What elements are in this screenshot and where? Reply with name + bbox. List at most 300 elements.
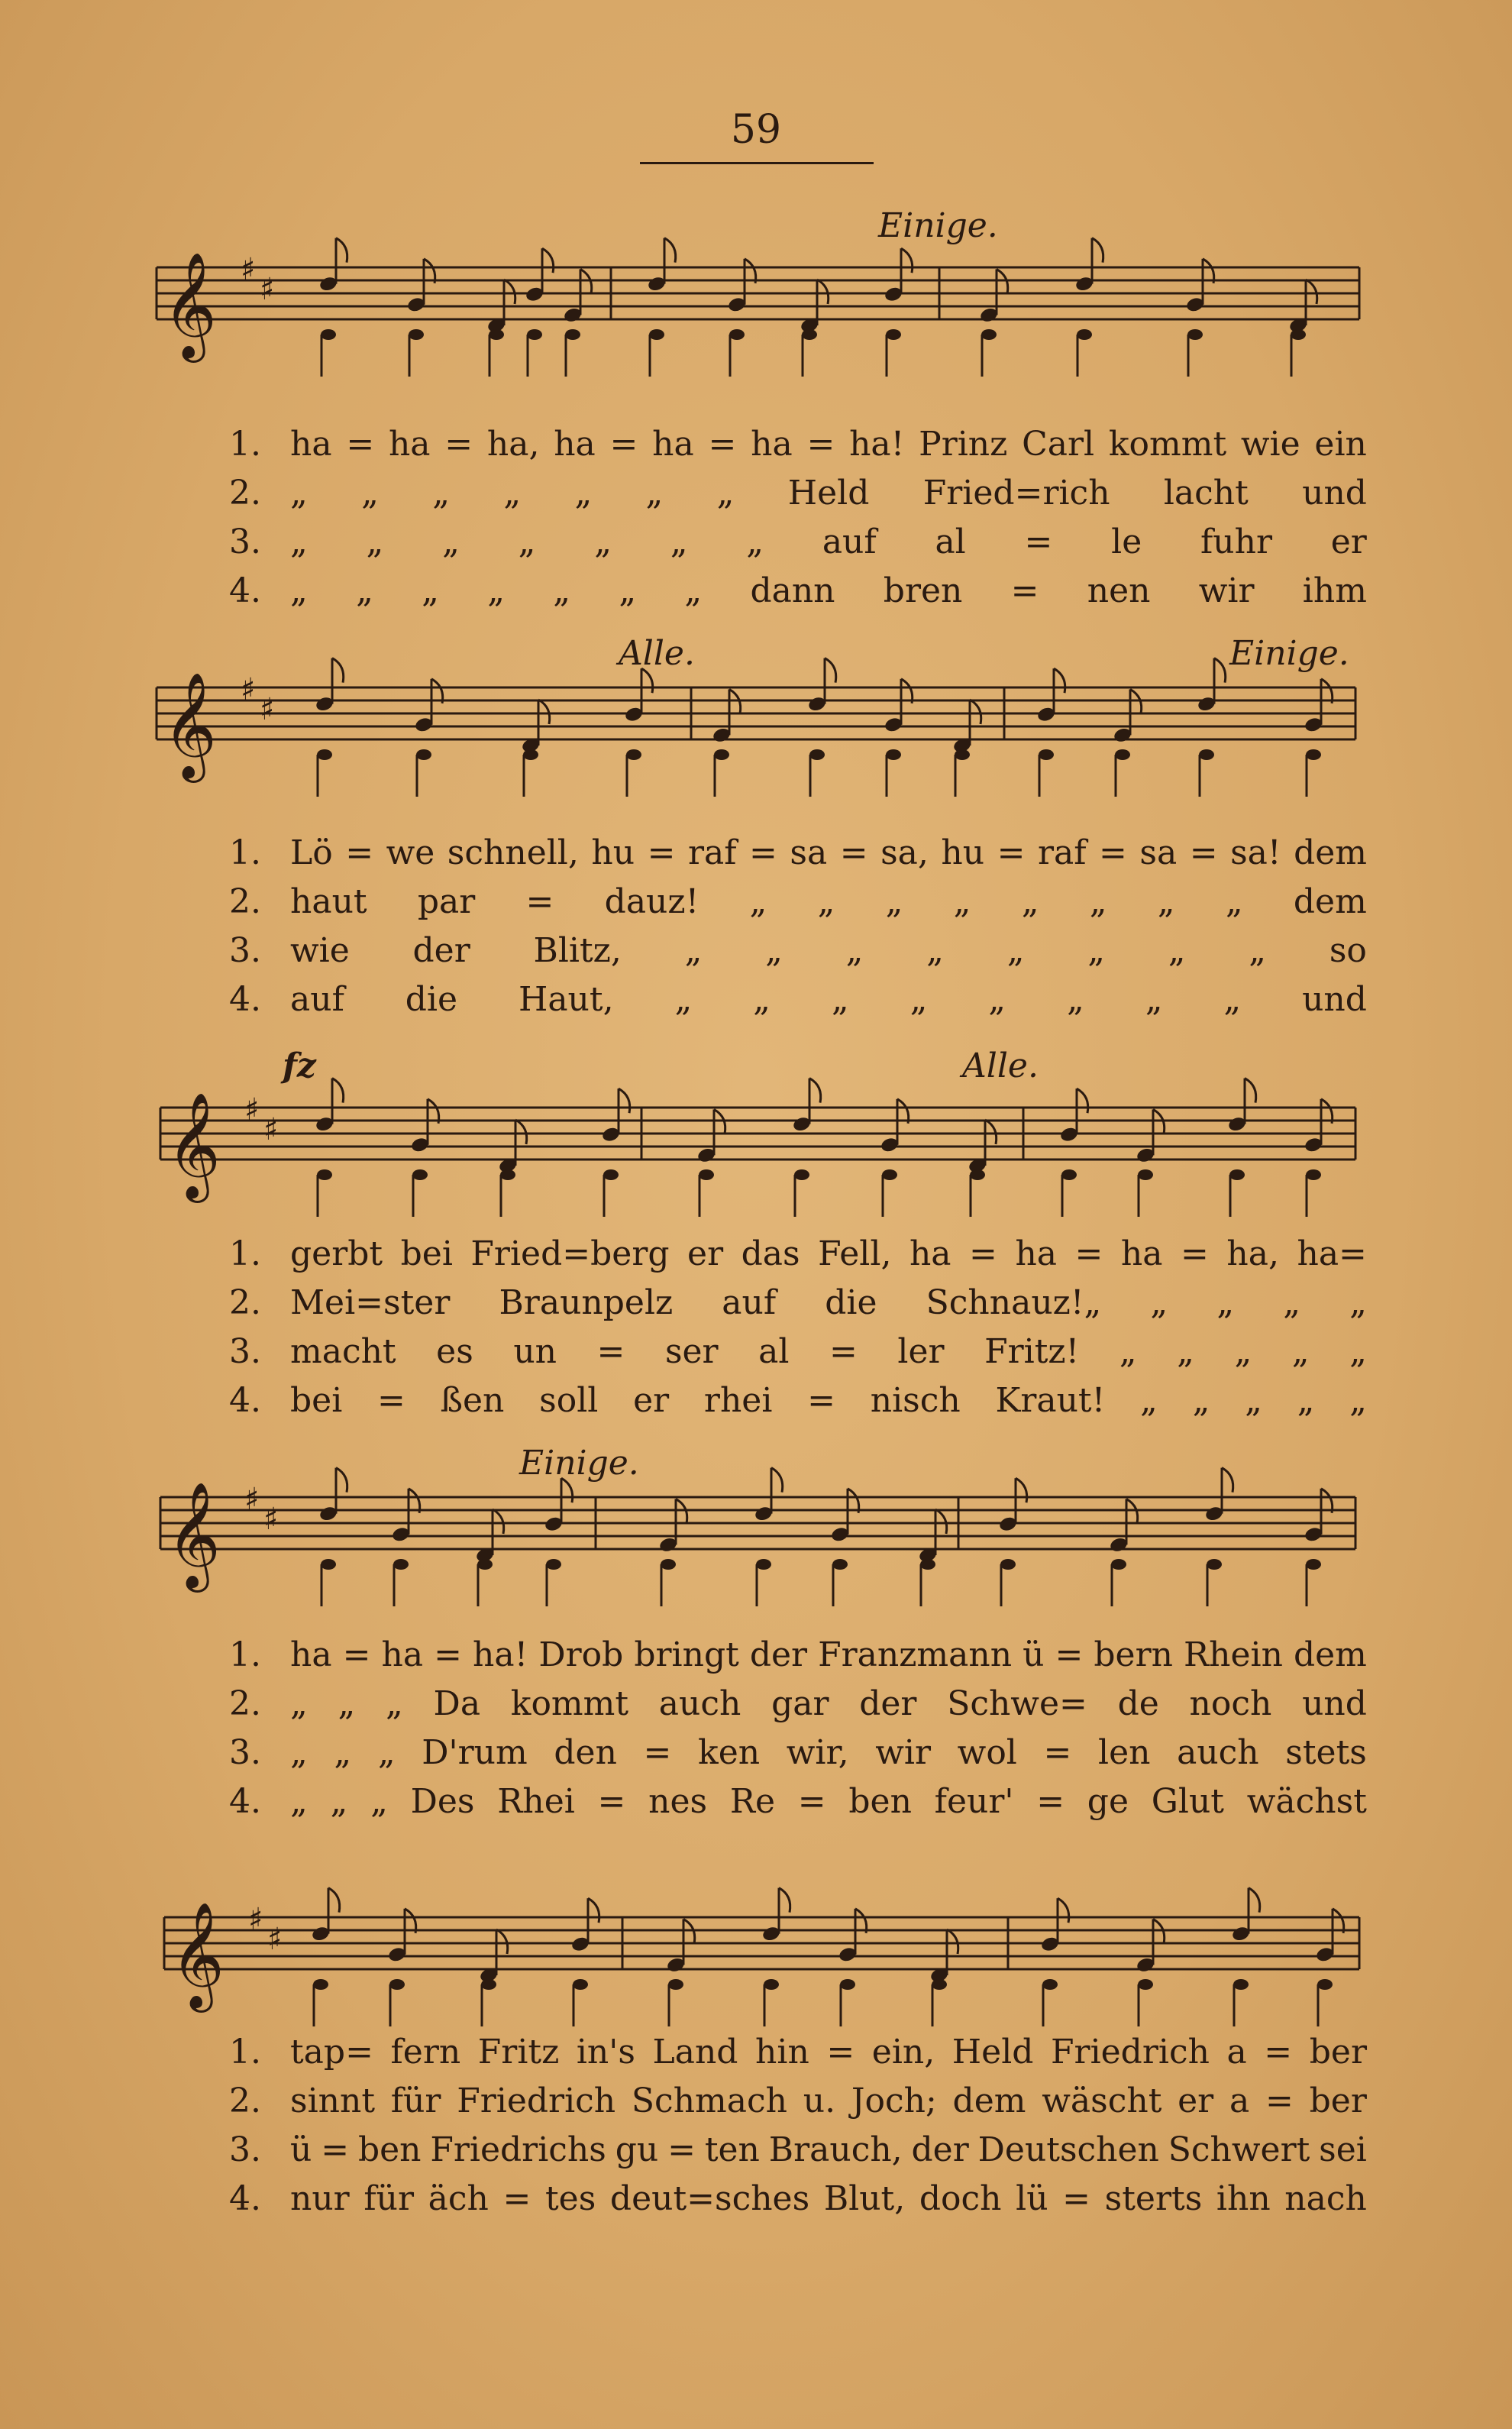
verse-text — [290, 878, 1367, 927]
lyric-word: = — [1010, 571, 1039, 610]
lyric-word: ser — [664, 1332, 719, 1371]
verse-line — [229, 1729, 1367, 1777]
lyric-word: Carl — [1022, 425, 1095, 464]
note-flag — [538, 700, 550, 724]
lyric-word: dem — [1294, 833, 1367, 872]
lyric-word: len — [1098, 1733, 1151, 1772]
lyric-word: Drob — [538, 1635, 624, 1674]
lyric-word: „ — [1145, 980, 1163, 1019]
note-flag — [771, 1468, 783, 1493]
lower-note-head — [699, 1169, 714, 1180]
lower-note-head — [527, 329, 542, 340]
lyric-word: = — [807, 1381, 835, 1420]
note-flag — [901, 248, 913, 273]
lyric-word: = — [321, 2130, 350, 2169]
lyric-word: der — [412, 931, 470, 970]
lyric-word: ha — [381, 1635, 424, 1674]
note-flag — [1306, 280, 1317, 304]
lyric-word: = — [829, 1332, 858, 1371]
lyric-word: haut — [290, 882, 367, 921]
verse-line — [229, 1631, 1367, 1680]
lyric-word: es — [436, 1332, 473, 1371]
note-flag — [664, 238, 676, 263]
verse-line — [229, 2028, 1367, 2077]
verse-number: 4. — [229, 1381, 261, 1420]
verse-text — [290, 420, 1367, 469]
lyric-word: = — [342, 1635, 371, 1674]
lyric-word: = — [597, 1782, 626, 1821]
lyric-word: „ — [1021, 882, 1039, 921]
lower-note-head — [970, 1169, 985, 1180]
lyrics-block-3 — [229, 1230, 1367, 1425]
staff-1 — [0, 214, 1512, 397]
lyric-word: „ — [356, 571, 373, 610]
direction-einige: Einige. — [519, 1444, 639, 1483]
lower-note-head — [1207, 1559, 1222, 1570]
lyric-word: = — [1099, 833, 1127, 872]
lyric-word: = — [609, 425, 638, 464]
verse-text — [290, 1777, 1367, 1826]
lyric-word: „ — [885, 882, 903, 921]
lyric-word: gar — [771, 1684, 829, 1723]
lyric-word: auf — [290, 980, 344, 1019]
lyric-word: der — [911, 2130, 969, 2169]
lower-note-head — [882, 1169, 897, 1180]
note-flag — [515, 1120, 527, 1144]
lyric-word: „ — [361, 474, 379, 513]
lyric-word: und — [1302, 980, 1367, 1019]
music-system-1 — [0, 206, 1512, 626]
sharp-icon: ♯ — [263, 1112, 279, 1147]
verse-number: 4. — [229, 571, 261, 610]
lyric-word: Held — [951, 2033, 1034, 2072]
verse-number: 2. — [229, 882, 261, 921]
lyric-word: „ — [1297, 1381, 1315, 1420]
lyric-word: ben — [848, 1782, 912, 1821]
verse-line — [229, 829, 1367, 878]
lyric-word: er — [1178, 2081, 1214, 2120]
verse-text — [290, 1279, 1367, 1328]
lower-note-head — [321, 1559, 336, 1570]
lyric-word: = — [525, 882, 554, 921]
lyric-word: „ — [1234, 1332, 1252, 1371]
lyric-word: tap= — [290, 2033, 373, 2072]
lyric-word: Friedrich — [1051, 2033, 1210, 2072]
lyric-word: = — [647, 833, 676, 872]
lyric-word: „ — [1349, 1283, 1367, 1322]
lyric-word: ein, — [871, 2033, 935, 2072]
lyric-word: äch — [428, 2179, 489, 2218]
lyric-word: al — [758, 1332, 790, 1371]
verse-number: 1. — [229, 833, 261, 872]
lyric-word: „ — [684, 931, 703, 970]
direction-einige: Einige. — [878, 206, 998, 245]
lyric-word: sa! — [1230, 833, 1281, 872]
lyric-word: „ — [1245, 1381, 1262, 1420]
lyric-word: „ — [432, 474, 451, 513]
lyric-word: ha — [909, 1234, 951, 1273]
lyric-word: „ — [645, 474, 664, 513]
lyrics-block-4 — [229, 1631, 1367, 1826]
lyric-word: für — [390, 2081, 441, 2120]
lower-note-head — [523, 749, 538, 760]
lyric-word: feur' — [934, 1782, 1014, 1821]
note-flag — [779, 1888, 790, 1913]
lyric-word: = — [1062, 2179, 1091, 2218]
verse-number: 2. — [229, 474, 261, 513]
lower-note-head — [794, 1169, 809, 1180]
lyric-word: ein — [1314, 425, 1367, 464]
music-system-2 — [0, 634, 1512, 1031]
lyric-word: „ — [330, 1782, 348, 1821]
lyric-word: „ — [831, 980, 849, 1019]
lyric-word: „ — [334, 1733, 352, 1772]
verse-text — [290, 1328, 1367, 1376]
lyric-word: „ — [1349, 1332, 1367, 1371]
lower-note-head — [573, 1979, 588, 1990]
lyric-word: „ — [1168, 931, 1186, 970]
lyric-word: ha — [652, 425, 694, 464]
lyric-word: un — [513, 1332, 557, 1371]
verse-text — [290, 1631, 1367, 1680]
lyric-word: „ — [1249, 931, 1267, 970]
verse-number: 3. — [229, 1332, 261, 1371]
verse-number: 1. — [229, 1234, 261, 1273]
lyric-word: Fritz! — [984, 1332, 1080, 1371]
lyric-word: ler — [897, 1332, 945, 1371]
verse-number: 3. — [229, 1733, 261, 1772]
verse-number: 1. — [229, 1635, 261, 1674]
note-flag — [935, 1509, 947, 1534]
lyric-word: schnell, — [447, 833, 579, 872]
verse-text — [290, 469, 1367, 518]
verse-text — [290, 1680, 1367, 1729]
verse-line — [229, 567, 1367, 616]
lower-note-head — [809, 749, 825, 760]
note-flag — [1092, 238, 1103, 263]
note-flag — [493, 1509, 504, 1534]
lower-note-head — [802, 329, 817, 340]
lyric-word: = — [596, 1332, 625, 1371]
lyric-word: und — [1302, 474, 1367, 513]
lyric-word: hu — [591, 833, 635, 872]
verse-line — [229, 1279, 1367, 1328]
verse-line — [229, 420, 1367, 469]
lyric-word: ha — [554, 425, 596, 464]
lyric-word: ten — [704, 2130, 760, 2169]
lyric-word: „ — [674, 980, 693, 1019]
direction-alle: Alle. — [619, 634, 695, 673]
lyric-word: nach — [1284, 2179, 1367, 2218]
lyric-word: bringt — [634, 1635, 739, 1674]
lyric-word: „ — [765, 931, 783, 970]
note-flag — [504, 280, 515, 304]
lyric-word: Friedrichs — [430, 2130, 606, 2169]
lyric-word: der — [749, 1635, 808, 1674]
lyric-word: = — [1181, 1234, 1209, 1273]
lyric-word: Re — [729, 1782, 776, 1821]
verse-number: 4. — [229, 2179, 261, 2218]
lyric-word: Schnauz!„ — [926, 1283, 1102, 1322]
lyric-word: ha — [290, 425, 332, 464]
lyric-word: dem — [952, 2081, 1026, 2120]
lyric-word: ken — [698, 1733, 761, 1772]
lyric-word: Braunpelz — [499, 1283, 674, 1322]
verse-number: 2. — [229, 1283, 261, 1322]
lyric-word: Brauch, — [768, 2130, 903, 2169]
lyric-word: D'rum — [422, 1733, 528, 1772]
lower-note-head — [981, 329, 997, 340]
lyric-word: ha! — [849, 425, 905, 464]
lyric-word: lacht — [1163, 474, 1249, 513]
lower-note-head — [1229, 1169, 1245, 1180]
direction-alle: Alle. — [962, 1046, 1039, 1085]
sharp-icon: ♯ — [263, 1502, 279, 1537]
lower-note-head — [1111, 1559, 1126, 1570]
lyric-word: ha — [1015, 1234, 1058, 1273]
lyric-word: für — [363, 2179, 414, 2218]
page-number: 59 — [730, 107, 782, 153]
lyric-word: macht — [290, 1332, 396, 1371]
lyric-word: ber — [1309, 2033, 1367, 2072]
verse-text — [290, 1230, 1367, 1279]
lyric-word: „ — [594, 522, 612, 561]
lower-note-head — [317, 1169, 332, 1180]
music-system-5 — [0, 1864, 1512, 2261]
music-system-4 — [0, 1444, 1512, 1841]
lower-note-head — [603, 1169, 619, 1180]
lower-note-head — [1233, 1979, 1249, 1990]
lyric-word: = — [502, 2179, 531, 2218]
lower-note-head — [477, 1559, 493, 1570]
lyric-word: „ — [290, 1733, 308, 1772]
lyric-word: Fried=berg — [470, 1234, 670, 1273]
lyric-word: kommt — [1108, 425, 1227, 464]
lyric-word: „ — [845, 931, 864, 970]
lyric-word: „ — [290, 474, 308, 513]
lyric-word: „ — [684, 571, 703, 610]
lyric-word: Mei=ster — [290, 1283, 451, 1322]
treble-clef-icon: 𝄞 — [166, 1092, 221, 1198]
treble-clef-icon: 𝄞 — [170, 1902, 225, 2008]
verse-text — [290, 829, 1367, 878]
lower-note-head — [416, 749, 431, 760]
lyric-word: „ — [553, 571, 571, 610]
lyric-word: auch — [658, 1684, 741, 1723]
note-flag — [542, 248, 554, 273]
lower-note-head — [546, 1559, 561, 1570]
lower-note-head — [1138, 1169, 1153, 1180]
note-flag — [985, 1120, 997, 1144]
lyric-word: bei — [400, 1234, 453, 1273]
verse-number: 3. — [229, 931, 261, 970]
lyric-word: ha — [1120, 1234, 1163, 1273]
sharp-icon: ♯ — [241, 672, 256, 707]
note-flag — [336, 1468, 347, 1493]
lyric-word: soll — [539, 1381, 599, 1420]
lyric-word: = — [708, 425, 737, 464]
verse-line — [229, 1376, 1367, 1425]
lyric-word: = — [1024, 522, 1053, 561]
verse-line — [229, 2126, 1367, 2175]
lyric-word: = — [1265, 2081, 1294, 2120]
lower-note-head — [481, 1979, 496, 1990]
lyric-word: rhei — [703, 1381, 773, 1420]
lower-note-head — [920, 1559, 935, 1570]
lower-note-head — [1317, 1979, 1333, 1990]
lyric-word: = — [434, 1635, 462, 1674]
lower-note-head — [389, 1979, 405, 1990]
lyrics-block-2 — [229, 829, 1367, 1024]
lower-note-head — [1115, 749, 1130, 760]
lyric-word: sei — [1319, 2130, 1367, 2169]
lyric-word: „ — [716, 474, 735, 513]
lyric-word: de — [1117, 1684, 1159, 1723]
lower-note-head — [840, 1979, 855, 1990]
lyric-word: ßen — [440, 1381, 505, 1420]
lyric-word: „ — [1087, 931, 1106, 970]
note-flag — [1245, 1079, 1256, 1103]
verse-text — [290, 1729, 1367, 1777]
verse-number: 2. — [229, 2081, 261, 2120]
lyric-word: sa — [790, 833, 828, 872]
lyric-word: raf — [687, 833, 737, 872]
verse-text — [290, 518, 1367, 567]
lyric-word: „ — [370, 1782, 388, 1821]
lower-note-head — [668, 1979, 683, 1990]
note-flag — [947, 1929, 958, 1954]
lyric-word: „ — [1140, 1381, 1158, 1420]
lyric-word: „ — [338, 1684, 356, 1723]
lyric-word: „ — [1089, 882, 1107, 921]
lyric-word: sterts — [1104, 2179, 1203, 2218]
sharp-icon: ♯ — [260, 692, 275, 727]
lyric-word: Held — [787, 474, 870, 513]
lyric-word: er — [633, 1381, 670, 1420]
lyric-word: und — [1302, 1684, 1367, 1723]
lyric-word: „ — [746, 522, 764, 561]
verse-line — [229, 2077, 1367, 2126]
lyric-word: Schwe= — [947, 1684, 1087, 1723]
lyric-word: nur — [290, 2179, 350, 2218]
lower-note-head — [1291, 329, 1306, 340]
lyric-word: bern — [1094, 1635, 1173, 1674]
lyric-word: Haut, — [518, 980, 614, 1019]
note-flag — [328, 1888, 340, 1913]
lower-note-head — [321, 329, 336, 340]
verse-line — [229, 2175, 1367, 2224]
lower-note-head — [409, 329, 424, 340]
lyric-word: er — [1330, 522, 1367, 561]
lyric-word: auf — [822, 522, 877, 561]
lower-note-head — [489, 329, 504, 340]
verse-line — [229, 975, 1367, 1024]
lyric-word: = — [1036, 1782, 1065, 1821]
lyric-word: „ — [926, 931, 944, 970]
lyric-word: Joch; — [851, 2081, 937, 2120]
note-flag — [809, 1079, 821, 1103]
lyric-word: nes — [648, 1782, 708, 1821]
lyric-word: den — [554, 1733, 617, 1772]
lower-note-head — [1000, 1559, 1016, 1570]
lyric-word: Fell, — [818, 1234, 892, 1273]
lyric-word: „ — [290, 1782, 308, 1821]
lyric-word: „ — [574, 474, 593, 513]
lyric-word: noch — [1189, 1684, 1272, 1723]
lyric-word: ihn — [1216, 2179, 1271, 2218]
lyric-word: = — [345, 833, 374, 872]
lyric-word: Blitz, — [533, 931, 622, 970]
verse-text — [290, 2175, 1367, 2224]
lower-note-head — [500, 1169, 515, 1180]
lyric-word: = — [826, 2033, 855, 2072]
note-flag — [332, 1079, 344, 1103]
note-flag — [496, 1929, 508, 1954]
lyric-word: tes — [544, 2179, 596, 2218]
note-flag — [588, 1898, 599, 1923]
direction-einige: Einige. — [1229, 634, 1349, 673]
lyric-word: „ — [1150, 1283, 1168, 1322]
lyric-word: nisch — [870, 1381, 961, 1420]
lyric-word: „ — [1283, 1283, 1300, 1322]
lyric-word: a — [1229, 2081, 1250, 2120]
lyric-word: ha! — [473, 1635, 528, 1674]
lyrics-block-1 — [229, 420, 1367, 616]
staff-3 — [0, 1054, 1512, 1237]
lyric-word: „ — [988, 980, 1006, 1019]
lyric-word: = — [643, 1733, 672, 1772]
lyric-word: wie — [290, 931, 350, 970]
verse-text — [290, 2077, 1367, 2126]
lower-note-head — [832, 1559, 848, 1570]
verse-line — [229, 1230, 1367, 1279]
lyric-word: gu — [615, 2130, 659, 2169]
lyric-word: „ — [366, 522, 384, 561]
lower-note-head — [1039, 749, 1054, 760]
lyric-word: nen — [1087, 571, 1151, 610]
lyric-word: auch — [1177, 1733, 1259, 1772]
verse-number: 1. — [229, 2033, 261, 2072]
lyric-word: „ — [377, 1733, 396, 1772]
verse-text — [290, 1376, 1367, 1425]
lower-note-head — [1061, 1169, 1077, 1180]
lyrics-block-5 — [229, 2028, 1367, 2224]
lyric-word: ha — [388, 425, 431, 464]
lyric-word: raf — [1037, 833, 1087, 872]
lower-note-head — [764, 1979, 779, 1990]
lyric-word: ha, — [1226, 1234, 1279, 1273]
lyric-word: auf — [722, 1283, 777, 1322]
lower-note-head — [626, 749, 641, 760]
lyric-word: wie — [1240, 425, 1300, 464]
lyric-word: hin — [755, 2033, 809, 2072]
lyric-word: bei — [290, 1381, 343, 1420]
lyric-word: Lö — [290, 833, 333, 872]
lyric-word: = — [839, 833, 868, 872]
lyric-word: sa — [1139, 833, 1178, 872]
lyric-word: „ — [487, 571, 505, 610]
lyric-word: ha — [751, 425, 793, 464]
lyric-word: ihm — [1302, 571, 1367, 610]
lyric-word: fern — [390, 2033, 461, 2072]
lyric-word: „ — [1066, 980, 1084, 1019]
lyric-word: ge — [1087, 1782, 1129, 1821]
lyric-word: = — [806, 425, 835, 464]
lyric-word: Fritz — [477, 2033, 560, 2072]
lyric-word: Land — [652, 2033, 738, 2072]
verse-number: 1. — [229, 425, 261, 464]
note-flag — [1077, 1088, 1088, 1113]
